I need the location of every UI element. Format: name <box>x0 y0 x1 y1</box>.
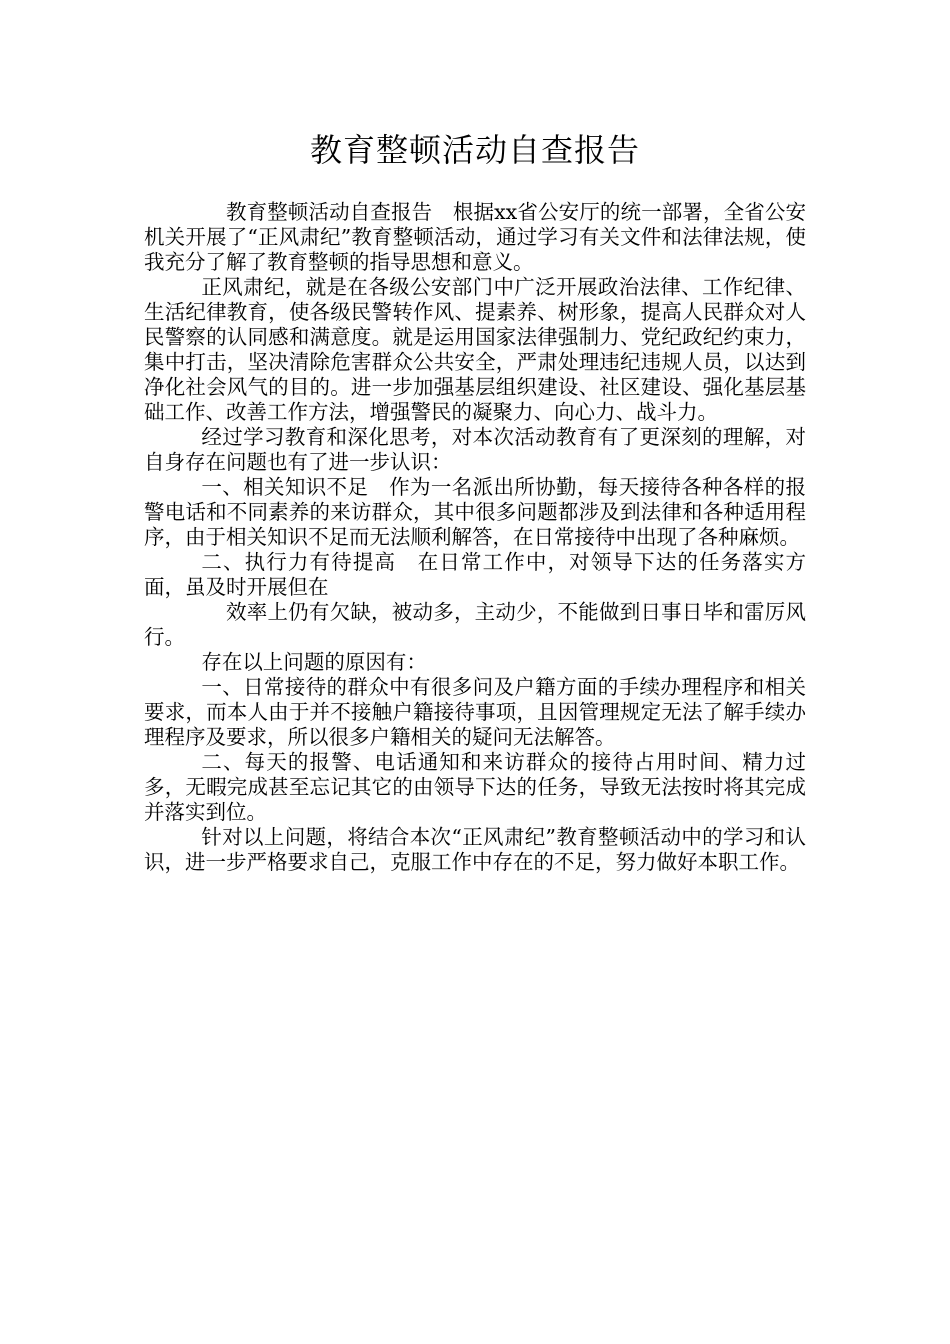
paragraph-issue-1: 一、相关知识不足 作为一名派出所协勤，每天接待各种各样的报警电话和不同素养的来访群众，其中很多问题都涉及到法律和各种适用程序，由于相关知识不足而无法顺利解答，在日常接待中出现了各种麻烦。 <box>144 475 806 549</box>
paragraph-causes-heading: 存在以上问题的原因有： <box>201 650 427 674</box>
paragraph-issue-2: 二、执行力有待提高 在日常工作中，对领导下达的任务落实方面，虽及时开展但在 <box>144 550 806 599</box>
paragraph-issue-2-continued: 效率上仍有欠缺，被动多，主动少，不能做到日事日毕和雷厉风行。 <box>144 600 806 649</box>
paragraph-intro: 教育整顿活动自查报告 根据xx省公安厅的统一部署，全省公安机关开展了“正风肃纪”教育整顿活动，通过学习有关文件和法律法规，使我充分了解了教育整顿的指导思想和意义。 <box>144 200 806 274</box>
paragraph-reflection: 经过学习教育和深化思考，对本次活动教育有了更深刻的理解，对自身存在问题也有了进一步认识： <box>144 425 806 474</box>
paragraph-definition: 正风肃纪，就是在各级公安部门中广泛开展政治法律、工作纪律、生活纪律教育，使各级民警转作风、提素养、树形象，提高人民群众对人民警察的认同感和满意度。就是运用国家法律强制力、党纪政纪约束力，集中打击，坚决清除危害群众公共安全，严肃处理违纪违规人员，以达到净化社会风气的目的。进一步加强基层组织建设、社区建设、强化基层基础工作、改善工作方法，增强警民的凝聚力、向心力、战斗力。 <box>144 275 806 424</box>
document-body <box>144 200 806 875</box>
paragraph-conclusion: 针对以上问题，将结合本次“正风肃纪”教育整顿活动中的学习和认识，进一步严格要求自己，克服工作中存在的不足，努力做好本职工作。 <box>144 825 806 874</box>
document-title: 教育整顿活动自查报告 <box>309 131 640 169</box>
paragraph-cause-1: 一、日常接待的群众中有很多问及户籍方面的手续办理程序和相关要求，而本人由于并不接触户籍接待事项，且因管理规定无法了解手续办理程序及要求，所以很多户籍相关的疑问无法解答。 <box>144 675 806 749</box>
paragraph-cause-2: 二、每天的报警、电话通知和来访群众的接待占用时间、精力过多，无暇完成甚至忘记其它的由领导下达的任务，导致无法按时将其完成并落实到位。 <box>144 750 806 824</box>
